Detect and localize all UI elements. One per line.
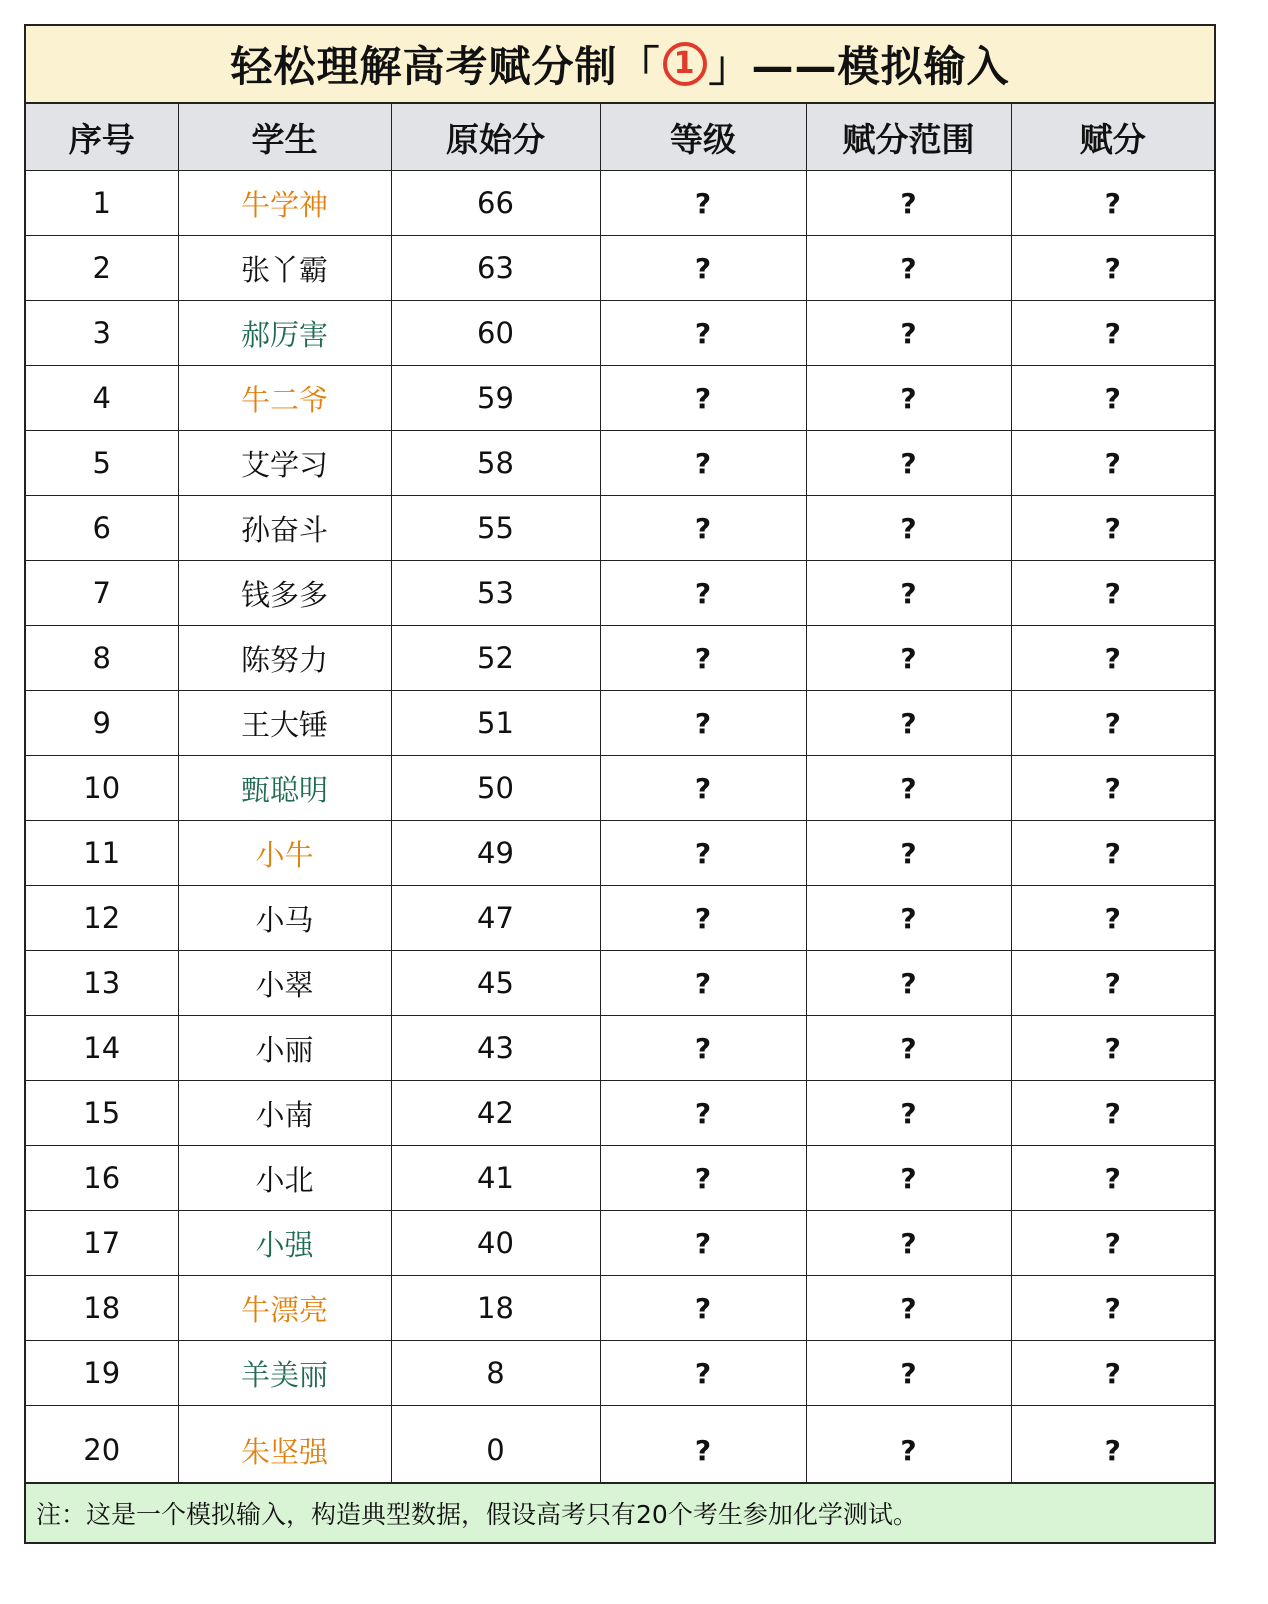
cell-student-name: 陈努力	[178, 626, 391, 691]
cell-index: 17	[26, 1211, 178, 1276]
cell-student-name: 小翠	[178, 951, 391, 1016]
cell-assigned-score: ?	[1011, 561, 1214, 626]
cell-grade: ?	[600, 821, 806, 886]
cell-grade: ?	[600, 1081, 806, 1146]
cell-index: 18	[26, 1276, 178, 1341]
title-suffix: 」——模拟输入	[708, 42, 1010, 91]
cell-grade: ?	[600, 1406, 806, 1495]
cell-grade: ?	[600, 951, 806, 1016]
cell-score-range: ?	[806, 496, 1011, 561]
cell-assigned-score: ?	[1011, 366, 1214, 431]
cell-index: 8	[26, 626, 178, 691]
cell-score-range: ?	[806, 756, 1011, 821]
cell-raw-score: 52	[391, 626, 600, 691]
cell-student-name: 孙奋斗	[178, 496, 391, 561]
table-row	[26, 626, 1214, 691]
cell-raw-score: 58	[391, 431, 600, 496]
cell-student-name: 小北	[178, 1146, 391, 1211]
cell-grade: ?	[600, 1146, 806, 1211]
column-header-score-range: 赋分范围	[806, 104, 1011, 171]
cell-student-name: 牛学神	[178, 171, 391, 236]
cell-assigned-score: ?	[1011, 431, 1214, 496]
cell-grade: ?	[600, 1211, 806, 1276]
cell-student-name: 小牛	[178, 821, 391, 886]
table-row	[26, 1211, 1214, 1276]
cell-grade: ?	[600, 301, 806, 366]
cell-index: 12	[26, 886, 178, 951]
cell-index: 2	[26, 236, 178, 301]
cell-score-range: ?	[806, 951, 1011, 1016]
cell-score-range: ?	[806, 1406, 1011, 1495]
cell-grade: ?	[600, 366, 806, 431]
cell-student-name: 小马	[178, 886, 391, 951]
cell-student-name: 小丽	[178, 1016, 391, 1081]
cell-raw-score: 40	[391, 1211, 600, 1276]
cell-assigned-score: ?	[1011, 626, 1214, 691]
cell-raw-score: 53	[391, 561, 600, 626]
cell-score-range: ?	[806, 561, 1011, 626]
circled-number-badge: 1	[663, 42, 707, 86]
cell-grade: ?	[600, 886, 806, 951]
cell-student-name: 郝厉害	[178, 301, 391, 366]
cell-grade: ?	[600, 171, 806, 236]
cell-score-range: ?	[806, 301, 1011, 366]
table-row	[26, 496, 1214, 561]
cell-score-range: ?	[806, 821, 1011, 886]
table-row	[26, 1276, 1214, 1341]
table-row	[26, 1081, 1214, 1146]
cell-assigned-score: ?	[1011, 756, 1214, 821]
table-row	[26, 1016, 1214, 1081]
cell-assigned-score: ?	[1011, 691, 1214, 756]
cell-index: 19	[26, 1341, 178, 1406]
cell-grade: ?	[600, 1276, 806, 1341]
cell-raw-score: 43	[391, 1016, 600, 1081]
cell-index: 5	[26, 431, 178, 496]
cell-index: 20	[26, 1406, 178, 1495]
table-row	[26, 756, 1214, 821]
cell-score-range: ?	[806, 431, 1011, 496]
cell-score-range: ?	[806, 1146, 1011, 1211]
cell-index: 14	[26, 1016, 178, 1081]
cell-grade: ?	[600, 496, 806, 561]
cell-student-name: 小强	[178, 1211, 391, 1276]
cell-raw-score: 18	[391, 1276, 600, 1341]
cell-assigned-score: ?	[1011, 1081, 1214, 1146]
cell-raw-score: 49	[391, 821, 600, 886]
cell-assigned-score: ?	[1011, 886, 1214, 951]
cell-grade: ?	[600, 561, 806, 626]
cell-raw-score: 66	[391, 171, 600, 236]
cell-index: 16	[26, 1146, 178, 1211]
cell-assigned-score: ?	[1011, 171, 1214, 236]
footnote: 注：这是一个模拟输入，构造典型数据，假设高考只有20个考生参加化学测试。	[26, 1482, 1214, 1542]
cell-raw-score: 63	[391, 236, 600, 301]
column-header-raw-score: 原始分	[391, 104, 600, 171]
cell-raw-score: 59	[391, 366, 600, 431]
cell-score-range: ?	[806, 1341, 1011, 1406]
table-row	[26, 821, 1214, 886]
cell-raw-score: 51	[391, 691, 600, 756]
cell-student-name: 王大锤	[178, 691, 391, 756]
cell-grade: ?	[600, 431, 806, 496]
cell-raw-score: 50	[391, 756, 600, 821]
score-table-sheet	[24, 24, 1216, 1544]
cell-index: 15	[26, 1081, 178, 1146]
cell-assigned-score: ?	[1011, 1406, 1214, 1495]
table-row	[26, 691, 1214, 756]
cell-assigned-score: ?	[1011, 951, 1214, 1016]
cell-grade: ?	[600, 756, 806, 821]
cell-assigned-score: ?	[1011, 301, 1214, 366]
cell-student-name: 牛漂亮	[178, 1276, 391, 1341]
cell-score-range: ?	[806, 1016, 1011, 1081]
cell-student-name: 甄聪明	[178, 756, 391, 821]
table-row	[26, 171, 1214, 236]
cell-raw-score: 60	[391, 301, 600, 366]
cell-assigned-score: ?	[1011, 1211, 1214, 1276]
cell-grade: ?	[600, 1016, 806, 1081]
table-body	[26, 171, 1214, 1495]
cell-assigned-score: ?	[1011, 1016, 1214, 1081]
cell-raw-score: 42	[391, 1081, 600, 1146]
cell-score-range: ?	[806, 691, 1011, 756]
cell-student-name: 牛二爷	[178, 366, 391, 431]
cell-raw-score: 47	[391, 886, 600, 951]
column-header-student: 学生	[178, 104, 391, 171]
cell-score-range: ?	[806, 171, 1011, 236]
cell-index: 11	[26, 821, 178, 886]
cell-index: 7	[26, 561, 178, 626]
table-row	[26, 1146, 1214, 1211]
column-header-index: 序号	[26, 104, 178, 171]
cell-assigned-score: ?	[1011, 1341, 1214, 1406]
cell-raw-score: 8	[391, 1341, 600, 1406]
cell-index: 4	[26, 366, 178, 431]
table-row	[26, 301, 1214, 366]
cell-index: 6	[26, 496, 178, 561]
cell-grade: ?	[600, 691, 806, 756]
table-row	[26, 1341, 1214, 1406]
cell-student-name: 羊美丽	[178, 1341, 391, 1406]
cell-index: 13	[26, 951, 178, 1016]
student-score-table	[26, 104, 1214, 1494]
table-row	[26, 886, 1214, 951]
cell-grade: ?	[600, 1341, 806, 1406]
table-header-row	[26, 104, 1214, 171]
cell-assigned-score: ?	[1011, 1146, 1214, 1211]
table-row	[26, 951, 1214, 1016]
cell-score-range: ?	[806, 1276, 1011, 1341]
cell-student-name: 小南	[178, 1081, 391, 1146]
cell-index: 1	[26, 171, 178, 236]
table-row	[26, 1406, 1214, 1495]
cell-assigned-score: ?	[1011, 821, 1214, 886]
cell-student-name: 朱坚强	[178, 1406, 391, 1495]
table-row	[26, 366, 1214, 431]
cell-assigned-score: ?	[1011, 496, 1214, 561]
cell-raw-score: 45	[391, 951, 600, 1016]
column-header-assigned-score: 赋分	[1011, 104, 1214, 171]
column-header-grade: 等级	[600, 104, 806, 171]
cell-score-range: ?	[806, 236, 1011, 301]
cell-score-range: ?	[806, 366, 1011, 431]
cell-student-name: 张丫霸	[178, 236, 391, 301]
cell-grade: ?	[600, 236, 806, 301]
cell-score-range: ?	[806, 1211, 1011, 1276]
cell-index: 10	[26, 756, 178, 821]
cell-raw-score: 55	[391, 496, 600, 561]
cell-assigned-score: ?	[1011, 1276, 1214, 1341]
title-prefix: 轻松理解高考赋分制「	[230, 42, 661, 91]
cell-assigned-score: ?	[1011, 236, 1214, 301]
table-row	[26, 431, 1214, 496]
cell-score-range: ?	[806, 626, 1011, 691]
cell-score-range: ?	[806, 1081, 1011, 1146]
cell-index: 3	[26, 301, 178, 366]
page-title	[26, 26, 1214, 104]
cell-raw-score: 0	[391, 1406, 600, 1495]
cell-index: 9	[26, 691, 178, 756]
cell-raw-score: 41	[391, 1146, 600, 1211]
cell-score-range: ?	[806, 886, 1011, 951]
table-row	[26, 236, 1214, 301]
table-row	[26, 561, 1214, 626]
cell-student-name: 钱多多	[178, 561, 391, 626]
cell-student-name: 艾学习	[178, 431, 391, 496]
cell-grade: ?	[600, 626, 806, 691]
